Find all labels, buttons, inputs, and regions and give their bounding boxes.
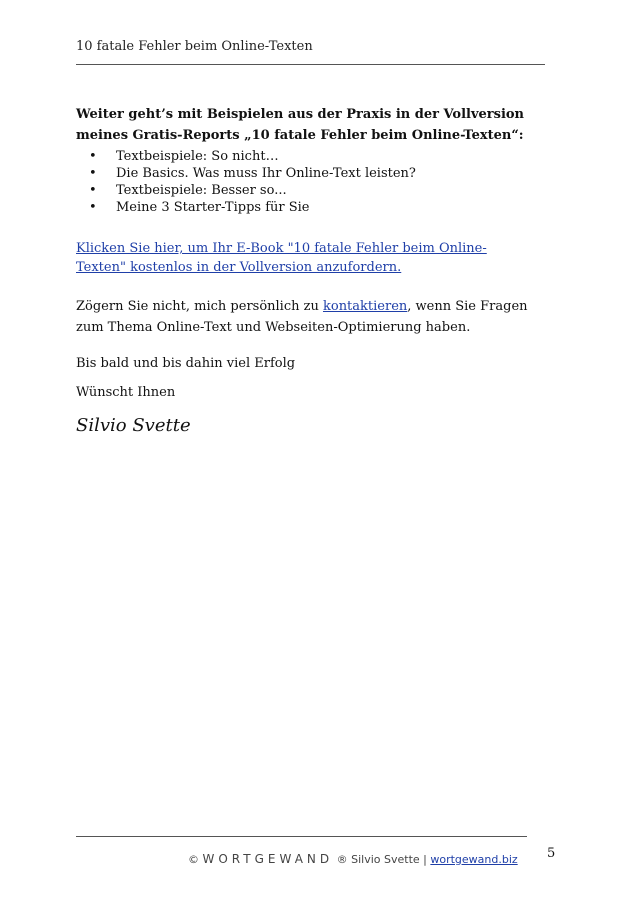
bullet-icon: • <box>89 149 97 164</box>
list-item-text: Meine 3 Starter-Tipps für Sie <box>116 200 310 215</box>
website-link[interactable]: wortgewand.biz <box>430 853 518 866</box>
bullet-icon: • <box>89 183 97 198</box>
footer-author: Silvio Svette | <box>351 853 427 866</box>
document-header-title: 10 fatale Fehler beim Online-Texten <box>76 39 313 54</box>
bullet-icon: • <box>89 200 97 215</box>
contact-link[interactable]: kontaktieren <box>322 299 408 314</box>
footer-divider <box>76 836 527 837</box>
contact-paragraph <box>76 296 536 338</box>
ebook-request-link[interactable]: Klicken Sie hier, um Ihr E-Book "10 fatale Fehler beim Online-Texten" kostenlos in der Vollversion anzufordern. <box>76 241 487 275</box>
list-item-text: Die Basics. Was muss Ihr Online-Text leisten? <box>116 166 416 181</box>
feature-list <box>76 148 416 216</box>
page-footer <box>188 852 518 866</box>
ebook-request-paragraph <box>76 239 536 277</box>
list-item <box>76 165 416 182</box>
brand-name: WORTGEWAND <box>202 852 334 866</box>
header-divider <box>76 64 545 65</box>
list-item <box>76 182 416 199</box>
contact-text-after: , wenn Sie Fragen zum Thema Online-Text und Webseiten-Optimierung haben. <box>76 299 528 335</box>
wishes-text: Wünscht Ihnen <box>76 385 176 400</box>
registered-icon: ® <box>336 853 348 866</box>
page-number: 5 <box>547 846 556 861</box>
list-item-text: Textbeispiele: So nicht… <box>116 149 279 164</box>
copyright-icon: © <box>188 853 199 866</box>
list-item <box>76 199 416 216</box>
contact-text-before: Zögern Sie nicht, mich persönlich zu <box>76 299 323 314</box>
signature: Silvio Svette <box>76 415 191 436</box>
list-item <box>76 148 416 165</box>
bullet-icon: • <box>89 166 97 181</box>
intro-paragraph: Weiter geht’s mit Beispielen aus der Praxis in der Vollversion meines Gratis-Reports „10 fatale Fehler beim Online-Texten“: <box>76 107 524 143</box>
farewell-text: Bis bald und bis dahin viel Erfolg <box>76 356 296 371</box>
list-item-text: Textbeispiele: Besser so... <box>116 183 287 198</box>
